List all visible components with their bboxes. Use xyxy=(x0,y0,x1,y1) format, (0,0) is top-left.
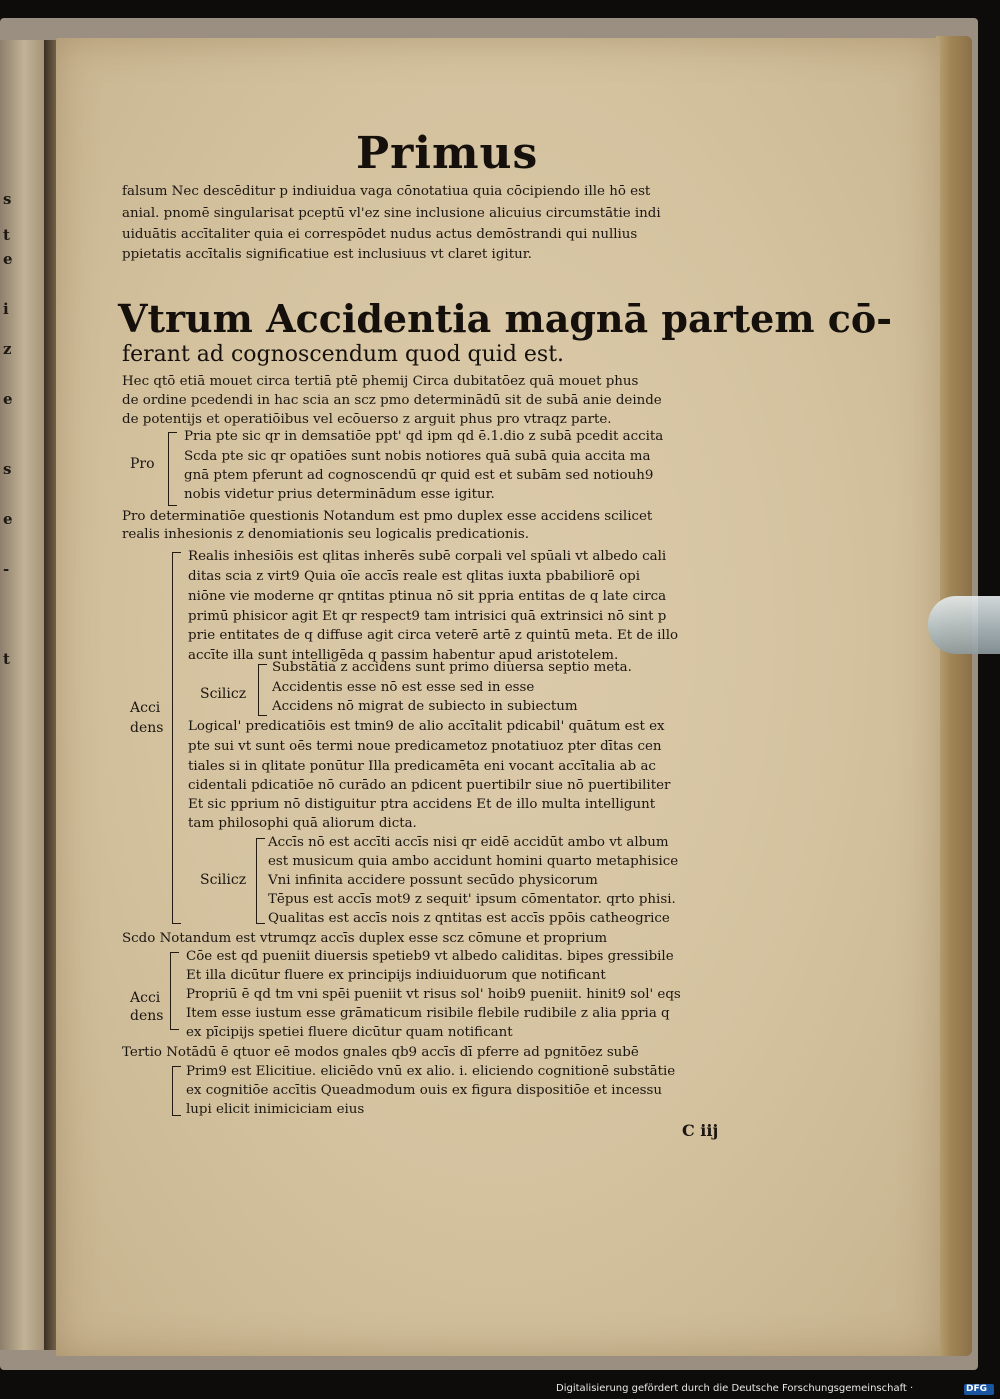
margin-label: Pro xyxy=(130,456,155,472)
text-line: Prim9 est Elicitiue. eliciēdo vnū ex alio. i. eliciendo cognitionē substātie xyxy=(186,1064,676,1079)
text-line: niōne vie moderne qr qntitas ptinua nō sit ppria entitas de q late circa xyxy=(188,589,667,604)
text-line: Pro determinatiōe questionis Notandum est pmo duplex esse accidens scilicet xyxy=(122,509,653,524)
right-page-edges xyxy=(936,36,972,1356)
text-line: prie entitates de q diffuse agit circa veterē artē z quintū meta. Et de illo xyxy=(188,628,679,643)
text-line: Logical' predicatiōis est tmin9 de alio accītalit pdicabil' quātum est ex xyxy=(188,719,665,734)
text-line: ditas scia z virt9 Quia oīe accīs reale est qlitas iuxta pbabiliorē opi xyxy=(188,569,641,584)
left-page-fragment: - xyxy=(3,560,10,578)
text-line: realis inhesionis z denomiationis seu logicalis predicationis. xyxy=(122,527,529,542)
left-page-fragment: t xyxy=(3,650,10,668)
text-line: Propriū ē qd tm vni spēi pueniit vt risus sol' hoib9 pueniit. hinit9 sol' eqs xyxy=(186,987,681,1002)
margin-label: Acci xyxy=(130,990,161,1006)
text-line: Accīs nō est accīti accīs nisi qr eidē accidūt ambo vt album xyxy=(268,835,669,850)
text-line: tam philosophi quā aliorum dicta. xyxy=(188,816,417,831)
text-line: Et sic pprium nō distiguitur ptra accidens Et de illo multa intelligunt xyxy=(188,797,656,812)
text-line: cidentali pdicatiōe nō curādo an pdicent puertibilr siue nō puertibiliter xyxy=(188,778,671,793)
bracket xyxy=(258,664,267,716)
bracket xyxy=(172,552,181,924)
margin-label: Acci xyxy=(130,700,161,716)
text-line: gnā ptem pferunt ad cognoscendū qr quid est et subām sed notiouh9 xyxy=(184,468,654,483)
text-line: ex cognitiōe accītis Queadmodum ouis ex figura dispositiōe et incessu xyxy=(186,1083,663,1098)
left-page-fragment: e xyxy=(3,390,13,408)
text-line: Accidens nō migrat de subiecto in subiectum xyxy=(272,699,578,714)
margin-label: dens xyxy=(130,1008,164,1024)
text-line: lupi elicit inimiciciam eius xyxy=(186,1102,365,1117)
text-line: est musicum quia ambo accidunt homini quarto metaphisice xyxy=(268,854,679,869)
text-line: Tēpus est accīs mot9 z sequit' ipsum cōmentator. qrto phisi. xyxy=(268,892,676,907)
text-line: accīte illa sunt intelligēda q passim habentur apud aristotelem. xyxy=(188,648,619,663)
question-title: Vtrum Accidentia magnā partem cō- xyxy=(118,296,893,341)
text-line: Cōe est qd pueniit diuersis spetieb9 vt albedo caliditas. bipes gressibile xyxy=(186,949,674,964)
text-line: Realis inhesiōis est qlitas inherēs subē corpali vel spūali vt albedo cali xyxy=(188,549,667,564)
text-line: Scdo Notandum est vtrumqz accīs duplex esse scz cōmune et proprium xyxy=(122,931,608,946)
text-line: Pria pte sic qr in demsatiōe ppt' qd ipm qd ē.1.dio z subā pcedit accita xyxy=(184,429,664,444)
text-line: falsum Nec descēditur p indiuidua vaga cōnotatiua quia cōcipiendo ille hō est xyxy=(122,184,651,199)
page-heading: Primus xyxy=(356,128,539,179)
text-line: Item esse iustum esse grāmaticum risibile flebile rudibile z alia ppria q xyxy=(186,1006,670,1021)
dfg-logo-text: DFG xyxy=(966,1384,988,1394)
text-line: de ordine pcedendi in hac scia an scz pmo determinādū sit de subā anie deinde xyxy=(122,393,662,408)
signature-mark: C iij xyxy=(682,1121,719,1140)
left-page-fragment: e xyxy=(3,510,13,528)
bracket xyxy=(170,952,179,1030)
bracket xyxy=(168,432,177,506)
left-page-fragment: t xyxy=(3,226,10,244)
text-line: ex pīcipijs spetiei fluere dicūtur quam notificant xyxy=(186,1025,513,1040)
text-line: Hec qtō etiā mouet circa tertiā ptē phemij Circa dubitatōez quā mouet phus xyxy=(122,374,639,389)
margin-label: Scilicz xyxy=(200,872,247,888)
text-line: anial. pnomē singularisat pceptū vl'ez sine inclusione alicuius circumstātie indi xyxy=(122,206,661,221)
question-title-continued: ferant ad cognoscendum quod quid est. xyxy=(122,342,565,367)
text-line: tiales si in qlitate ponūtur Illa predicamēta eni vocant accītalia ab ac xyxy=(188,759,656,774)
text-line: Substātia z accidens sunt primo diuersa septio meta. xyxy=(272,660,632,675)
margin-label: dens xyxy=(130,720,164,736)
left-page-fragment: s xyxy=(3,190,12,208)
text-line: Qualitas est accīs nois z qntitas est accīs ppōis catheogrice xyxy=(268,911,670,926)
text-line: uiduātis accītaliter quia ei correspōdet nudus actus demōstrandi qui nullius xyxy=(122,227,638,242)
bracket xyxy=(172,1066,181,1116)
margin-label: Scilicz xyxy=(200,686,247,702)
text-line: Tertio Notādū ē qtuor eē modos gnales qb9 accīs dī pferre ad pgnitōez subē xyxy=(122,1045,639,1060)
page-clip xyxy=(928,596,1000,654)
text-line: Scda pte sic qr opatiōes sunt nobis notiores quā subā quia accita ma xyxy=(184,449,651,464)
left-page-edge xyxy=(0,40,44,1350)
left-page-fragment: z xyxy=(3,340,12,358)
text-line: Et illa dicūtur fluere ex principijs indiuiduorum que notificant xyxy=(186,968,606,983)
text-line: Vni infinita accidere possunt secūdo physicorum xyxy=(268,873,598,888)
text-line: Accidentis esse nō est esse sed in esse xyxy=(272,680,535,695)
bracket xyxy=(256,838,265,924)
left-page-fragment: i xyxy=(3,300,9,318)
left-page-fragment: e xyxy=(3,250,13,268)
text-line: nobis videtur prius determinādum esse igitur. xyxy=(184,487,495,502)
left-page-fragment: s xyxy=(3,460,12,478)
text-line: de potentijs et operatiōibus vel ecōuerso z arguit phus pro vtraqz parte. xyxy=(122,412,612,427)
text-line: primū phisicor agit Et qr respect9 tam intrisici quā extrinsici nō sint p xyxy=(188,609,667,624)
text-line: pte sui vt sunt oēs termi noue predicametoz pnotatiuoz pter dītas cen xyxy=(188,739,662,754)
text-line: ppietatis accītalis significatiue est inclusiuus vt claret igitur. xyxy=(122,247,532,262)
footer-credit: Digitalisierung gefördert durch die Deutsche Forschungsgemeinschaft · xyxy=(556,1383,914,1394)
